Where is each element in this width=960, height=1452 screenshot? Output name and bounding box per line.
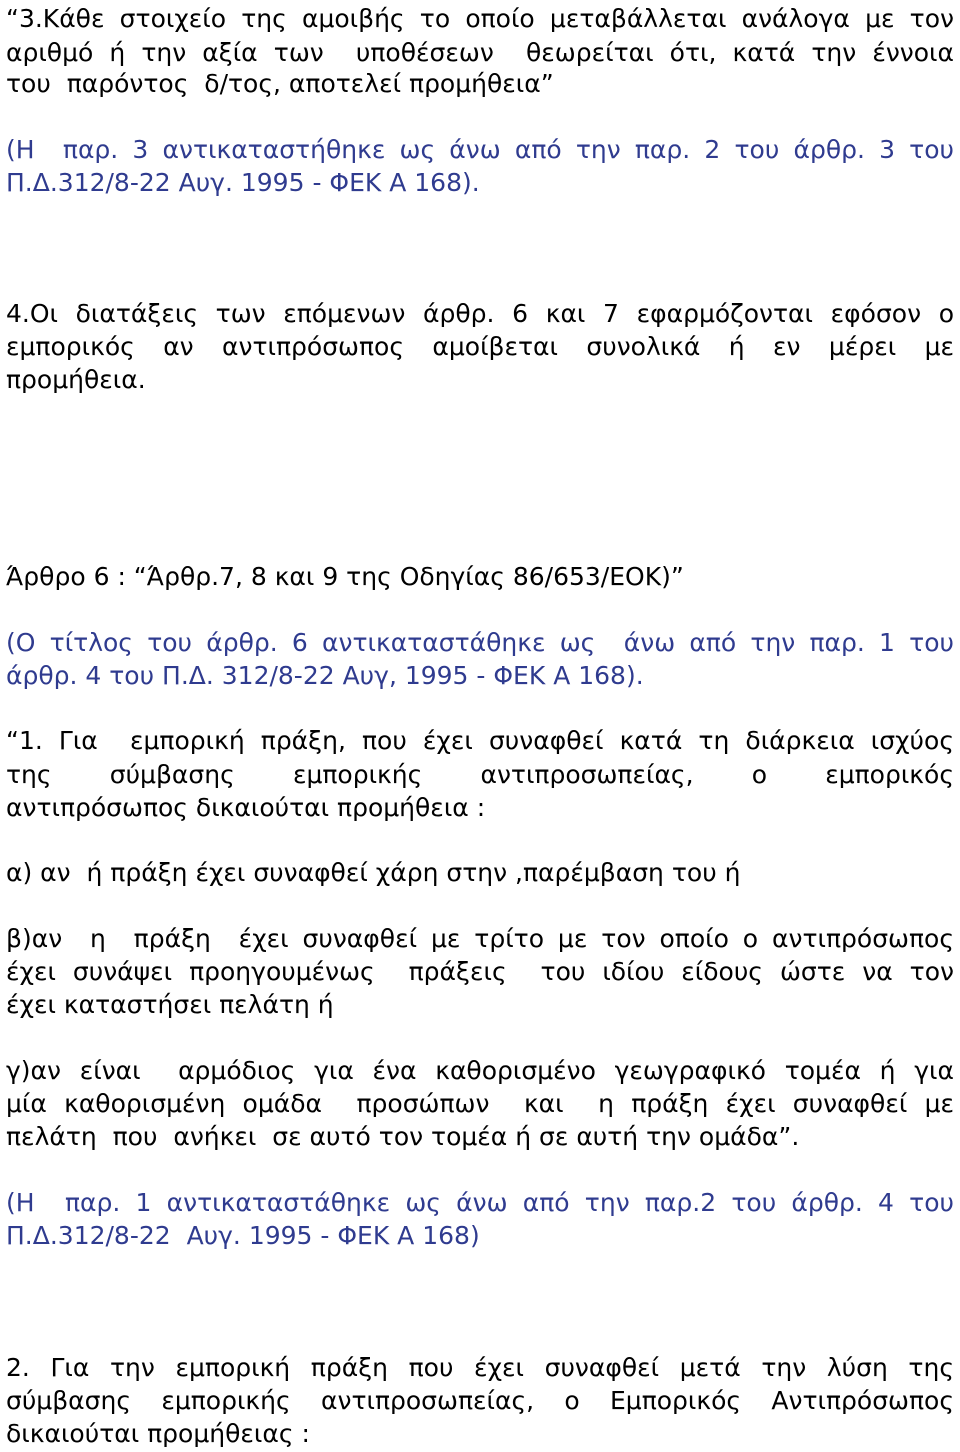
paragraph-3-line-1: “3.Κάθε στοιχείο της αμοιβής το οποίο μεταβάλλεται ανάλογα με τον <box>6 4 954 33</box>
paragraph-4-line-2: εμπορικός αν αντιπρόσωπος αμοίβεται συνολικά ή εν μέρει με <box>6 332 954 361</box>
item-b-line-3: έχει καταστήσει πελάτη ή <box>6 990 334 1019</box>
paragraph-2-line-2: σύμβασης εμπορικής αντιπροσωπείας, ο Εμπορικός Αντιπρόσωπος <box>6 1386 954 1415</box>
paragraph-4-line-1: 4.Οι διατάξεις των επόμενων άρθρ. 6 και 7 εφαρμόζονται εφόσον ο <box>6 299 954 328</box>
citation-2-line-1: (Η παρ. 1 αντικαταστάθηκε ως άνω από την παρ.2 του άρθρ. 4 του <box>6 1188 954 1217</box>
citation-2-line-2: Π.Δ.312/8-22 Αυγ. 1995 - ΦΕΚ Α 168) <box>6 1221 480 1250</box>
paragraph-3-line-3: του παρόντος δ/τος, αποτελεί προμήθεια” <box>6 69 554 98</box>
paragraph-1-line-2: της σύμβασης εμπορικής αντιπροσωπείας, ο εμπορικός <box>6 760 954 789</box>
paragraph-2-line-1: 2. Για την εμπορική πράξη που έχει συναφθεί μετά την λύση της <box>6 1353 954 1382</box>
article-6-note-line-2: άρθρ. 4 του Π.Δ. 312/8-22 Αυγ, 1995 - ΦΕΚ Α 168). <box>6 661 644 690</box>
citation-1-line-1: (Η παρ. 3 αντικαταστήθηκε ως άνω από την παρ. 2 του άρθρ. 3 του <box>6 135 954 164</box>
paragraph-2-line-3: δικαιούται προμήθειας : <box>6 1419 310 1448</box>
item-b-line-1: β)αν η πράξη έχει συναφθεί με τρίτο με τον οποίο ο αντιπρόσωπος <box>6 924 954 953</box>
item-a: α) αν ή πράξη έχει συναφθεί χάρη στην ,παρέμβαση του ή <box>6 858 741 887</box>
paragraph-4-line-3: προμήθεια. <box>6 365 146 394</box>
article-6-heading: Άρθρο 6 : “Άρθρ.7, 8 και 9 της Οδηγίας 86/653/ΕΟΚ)” <box>6 562 684 591</box>
citation-1-line-2: Π.Δ.312/8-22 Αυγ. 1995 - ΦΕΚ Α 168). <box>6 168 480 197</box>
item-c-line-2: μία καθορισμένη ομάδα προσώπων και η πράξη έχει συναφθεί με <box>6 1089 954 1118</box>
paragraph-1-line-3: αντιπρόσωπος δικαιούται προμήθεια : <box>6 793 486 822</box>
item-b-line-2: έχει συνάψει προηγουμένως πράξεις του ιδίου είδους ώστε να τον <box>6 957 954 986</box>
item-c-line-1: γ)αν είναι αρμόδιος για ένα καθορισμένο γεωγραφικό τομέα ή για <box>6 1056 954 1085</box>
paragraph-3-line-2: αριθμό ή την αξία των υποθέσεων θεωρείται ότι, κατά την έννοια <box>6 38 954 67</box>
article-6-note-line-1: (Ο τίτλος του άρθρ. 6 αντικαταστάθηκε ως άνω από την παρ. 1 του <box>6 628 954 657</box>
paragraph-1-line-1: “1. Για εμπορική πράξη, που έχει συναφθεί κατά τη διάρκεια ισχύος <box>6 726 954 755</box>
item-c-line-3: πελάτη που ανήκει σε αυτό τον τομέα ή σε αυτή την ομάδα”. <box>6 1122 800 1151</box>
